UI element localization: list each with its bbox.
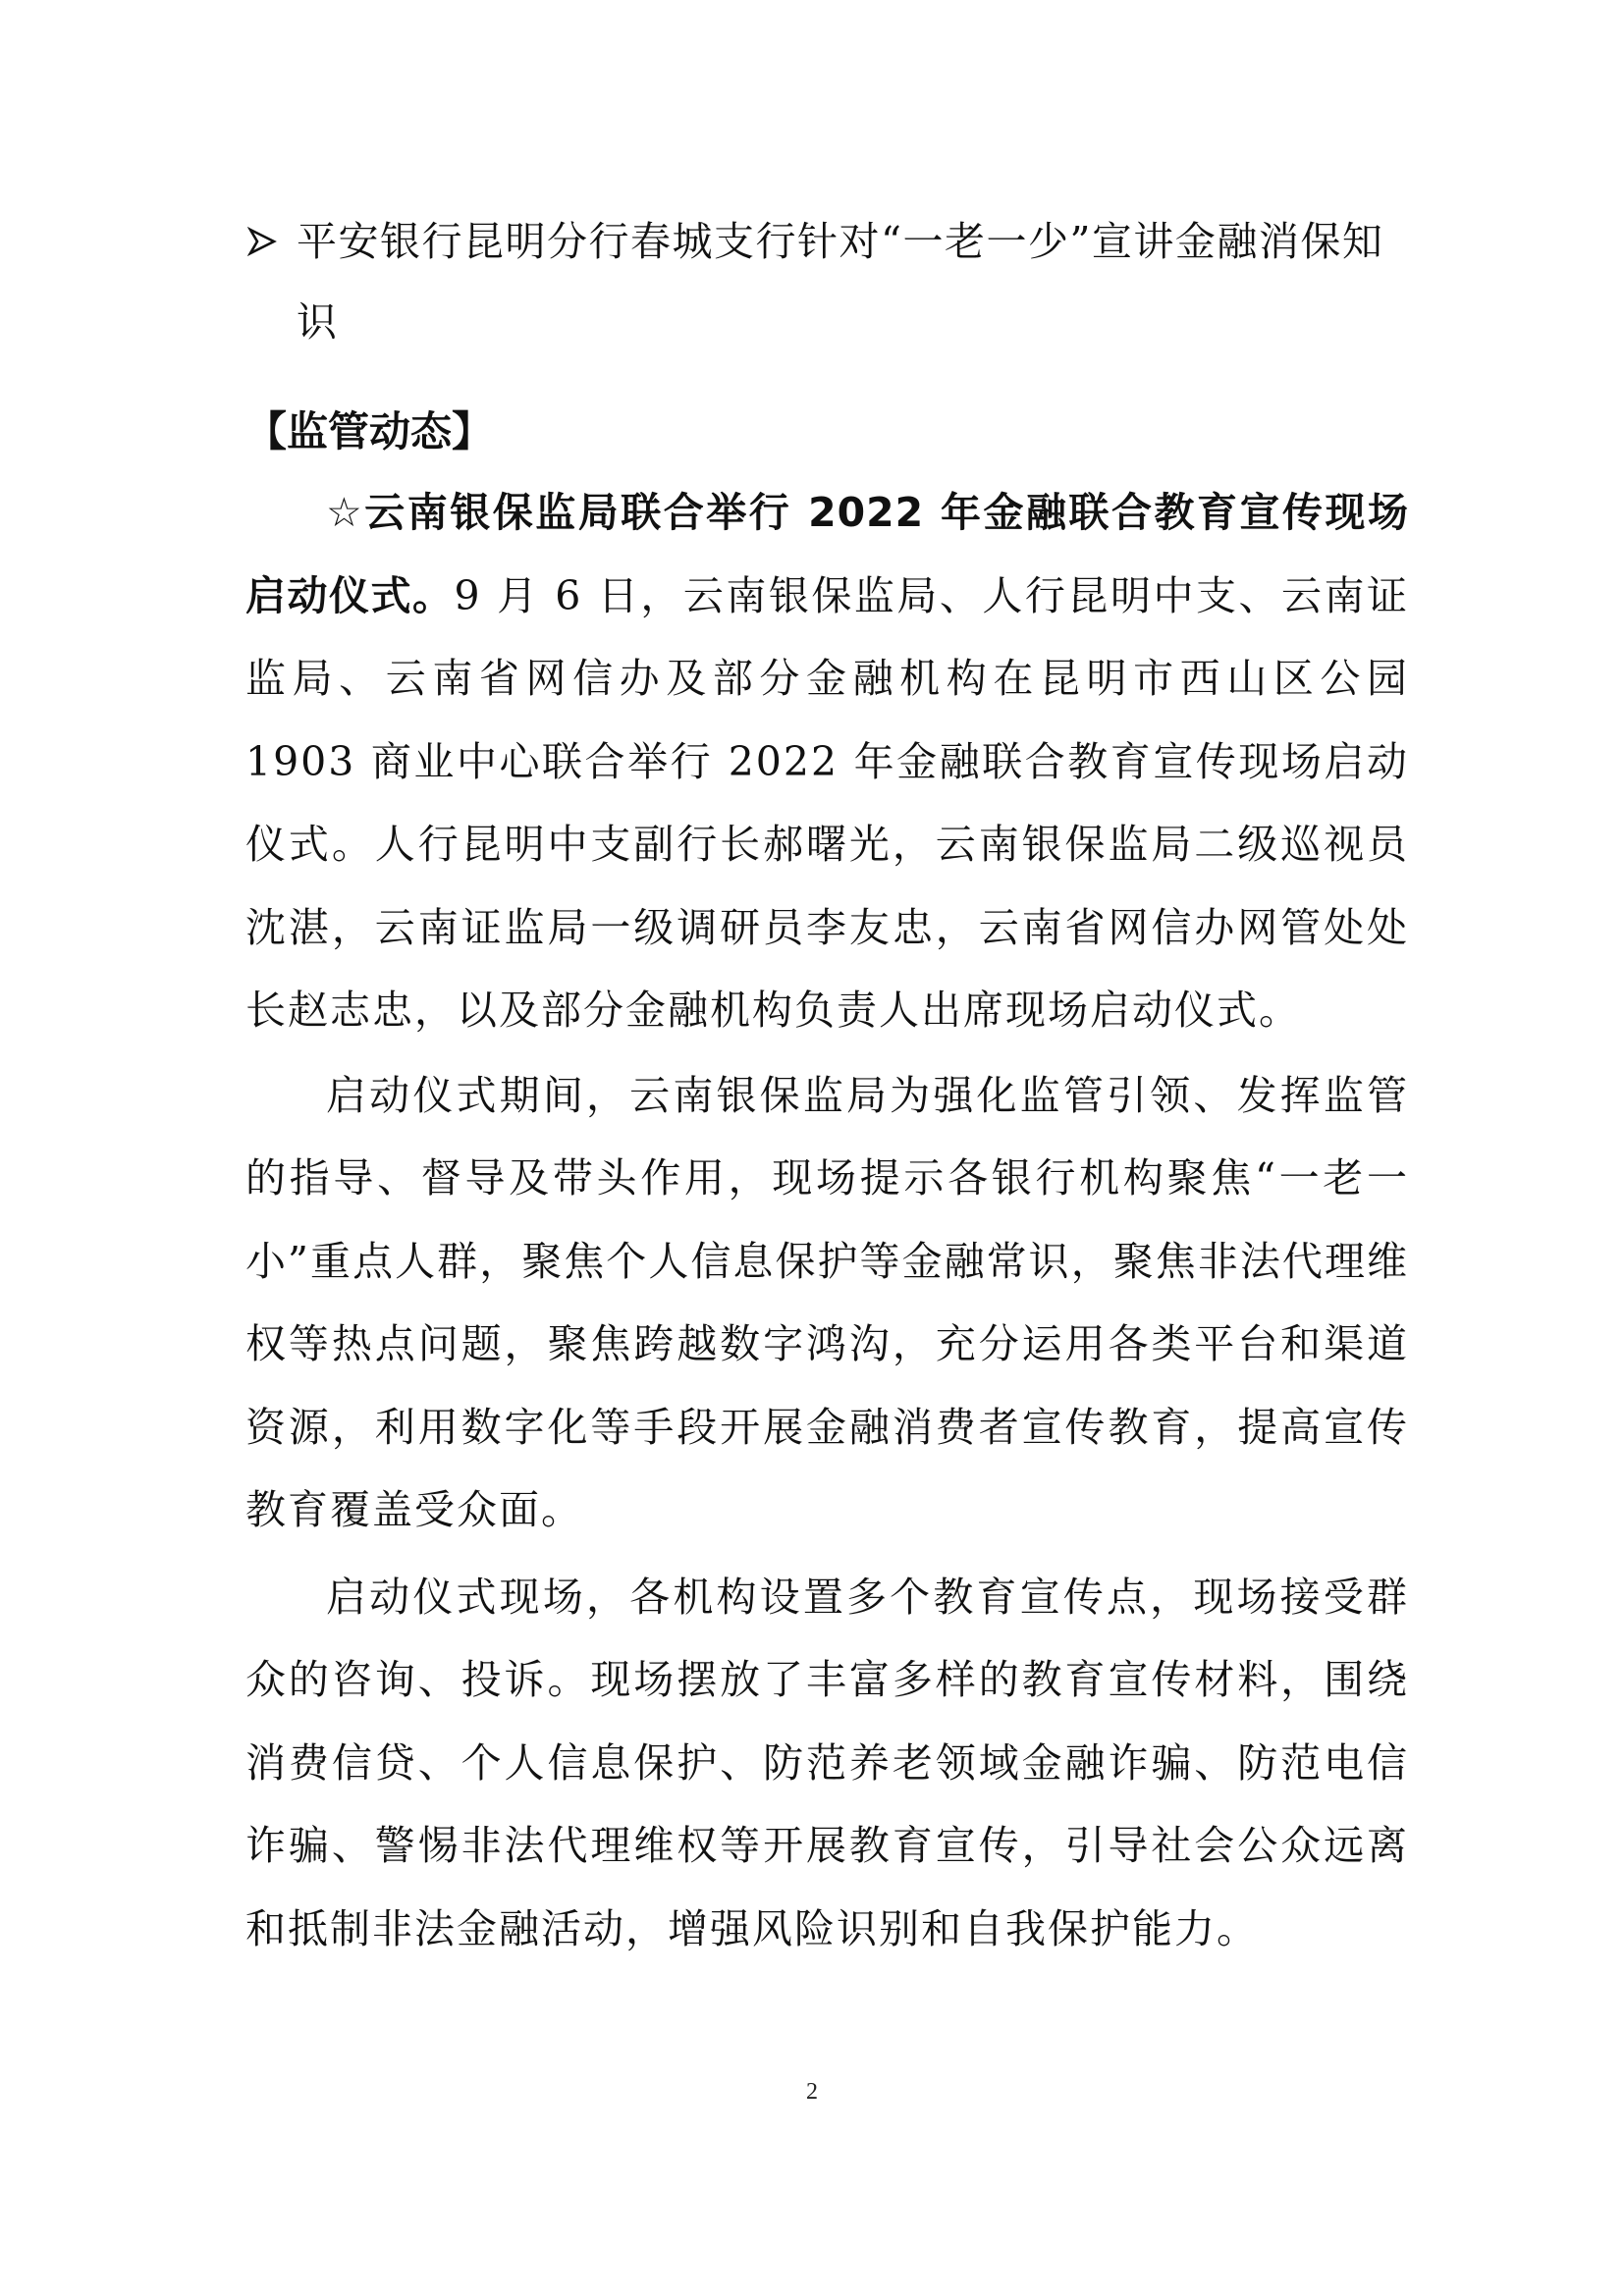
article-paragraph-1: [245, 471, 1409, 1052]
article-paragraph-2: 启动仪式期间，云南银保监局为强化监管引领、发挥监管的指导、督导及带头作用，现场提示各银行机构聚焦“一老一小”重点人群，聚焦个人信息保护等金融常识，聚焦非法代理维权等热点问题，聚焦跨越数字鸿沟，充分运用各类平台和渠道资源，利用数字化等手段开展金融消费者宣传教育，提高宣传教育覆盖受众面。: [245, 1071, 1409, 1533]
article-body: [245, 471, 1409, 1970]
toc-item-text: 平安银行昆明分行春城支行针对“一老一少”宣讲金融消保知识: [297, 218, 1384, 346]
section-heading: 【监管动态】: [245, 407, 494, 455]
article-paragraph-1-body: 9 月 6 日，云南银保监局、人行昆明中支、云南证监局、云南省网信办及部分金融机构在昆明市西山区公园 1903 商业中心联合举行 2022 年金融联合教育宣传现场启动仪式。人行昆明中支副行长郝曙光，云南银保监局二级巡视员沈湛，云南证监局一级调研员李友忠，云南省网信办网管处处长赵志忠，以及部分金融机构负责人出席现场启动仪式。: [245, 571, 1409, 1034]
article-paragraph-3: 启动仪式现场，各机构设置多个教育宣传点，现场接受群众的咨询、投诉。现场摆放了丰富多样的教育宣传材料，围绕消费信贷、个人信息保护、防范养老领域金融诈骗、防范电信诈骗、警惕非法代理维权等开展教育宣传，引导社会公众远离和抵制非法金融活动，增强风险识别和自我保护能力。: [245, 1573, 1409, 1952]
article-lead-title: ☆云南银保监局联合举行 2022 年金融联合教育宣传现场启动仪式。: [245, 489, 1409, 619]
page-number: 2: [806, 2079, 818, 2105]
